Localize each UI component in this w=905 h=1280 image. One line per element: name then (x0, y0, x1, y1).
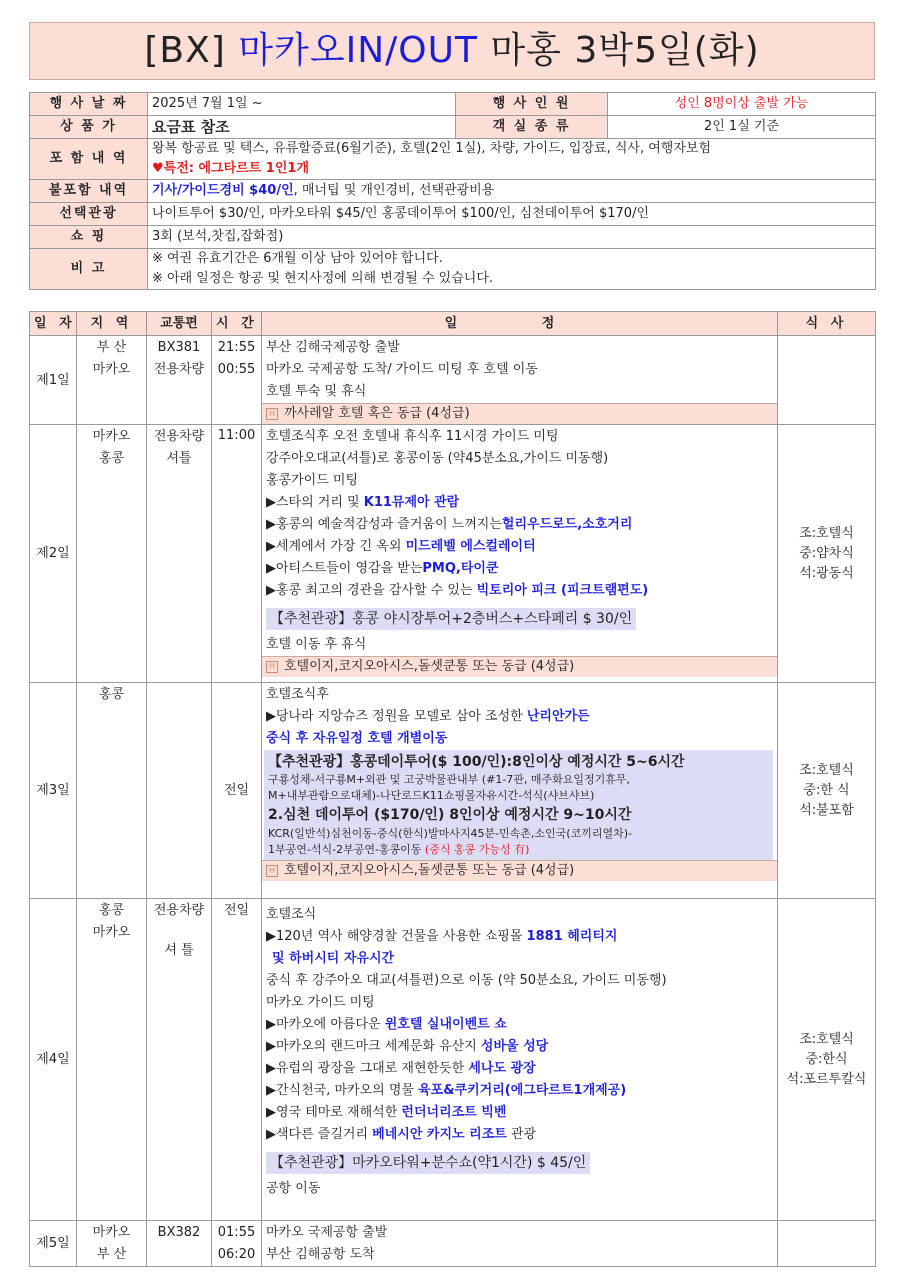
day1-meal (778, 336, 876, 425)
day5-time (212, 1221, 262, 1267)
day5-region2: 부 산 (96, 1247, 127, 1262)
day4-label: 제4일 (30, 899, 77, 1221)
day3-line2-highlight: 난리안가든 (526, 709, 590, 724)
day1-region1: 부 산 (96, 340, 127, 355)
day1-time1: 21:55 (217, 340, 256, 355)
day1-line3: 호텔 투숙 및 휴식 (266, 384, 367, 399)
day4-transport (147, 899, 212, 1221)
day3-hotel-name: 호텔이지,코지오아시스,돌셋쿤통 또는 동급 (4성급) (284, 863, 575, 878)
day5-transport (147, 1221, 212, 1267)
title-prefix: [BX] (144, 30, 239, 71)
day2-hotel-name: 호텔이지,코지오아시스,돌셋쿤통 또는 동급 (4성급) (284, 659, 575, 674)
day2-line2: 강주아오대교(셔틀)로 홍콩이동 (약45분소요,가이드 미동행) (266, 451, 609, 466)
day3-region1: 홍콩 (98, 687, 125, 702)
day5-meal (778, 1221, 876, 1267)
day2-line3: 홍콩가이드 미팅 (266, 473, 359, 488)
header-meal: 식 사 (778, 312, 876, 336)
day3-option2-note: (중식 홍콩 가능성 有) (424, 843, 530, 856)
day2-transport2: 셔틀 (166, 451, 192, 466)
day3-row (30, 683, 876, 899)
day2-row (30, 425, 876, 683)
day3-meal3: 석:불포함 (799, 803, 854, 818)
day3-line1: 호텔조식후 (266, 687, 329, 702)
day2-itinerary (262, 425, 778, 683)
day1-label: 제1일 (30, 336, 77, 425)
day4-line3: 및 하버시티 자유시간 (272, 951, 395, 966)
day2-option: 【추천관광】홍콩 야시장투어+2층버스+스타페리 $ 30/인 (266, 608, 636, 630)
day1-itinerary (262, 336, 778, 425)
day2-line4-highlight: K11뮤제아 관람 (363, 495, 460, 510)
day2-line6-highlight: 미드레벨 에스컬레이터 (405, 539, 536, 554)
day2-region1: 마카오 (92, 429, 131, 444)
day2-meal3: 석:광동식 (799, 566, 854, 581)
day2-line1: 호텔조식후 오전 호텔내 휴식후 11시경 가이드 미팅 (266, 429, 559, 444)
optional-value: 나이트투어 $30/인, 마카오타워 $45/인 홍콩데이투어 $100/인, 심천데이투어 $170/인 (148, 203, 876, 226)
hotel-icon: H (266, 408, 278, 420)
day3-label: 제3일 (30, 683, 77, 899)
title-suffix: 마홍 3박5일(화) (477, 30, 760, 71)
day2-option-wrap (266, 606, 773, 632)
day4-line2-text: ▶120년 역사 해양경찰 건물을 사용한 쇼핑몰 (266, 929, 527, 944)
day3-line3: 중식 후 자유일정 호텔 개별이동 (266, 731, 448, 746)
header-time: 시 간 (212, 312, 262, 336)
day4-line12: 공항 이동 (266, 1181, 321, 1196)
day4-meal3: 석:포르투칼식 (786, 1072, 867, 1087)
day2-line4-text: ▶스타의 거리 및 (266, 495, 364, 510)
day3-hotel (262, 860, 777, 881)
day3-line2 (266, 706, 773, 728)
exclude-rest: , 매너팁 및 개인경비, 선택관광비용 (293, 183, 495, 198)
day4-region2: 마카오 (92, 925, 131, 940)
day5-row (30, 1221, 876, 1267)
day4-transport2: 셔 틀 (164, 943, 194, 958)
include-cell (148, 139, 876, 180)
day4-option-wrap (266, 1150, 773, 1176)
day4-meal1: 조:호텔식 (799, 1032, 854, 1047)
day5-label: 제5일 (30, 1221, 77, 1267)
price-label: 상 품 가 (30, 116, 148, 139)
day3-option2-detail2 (268, 842, 769, 858)
info-table (29, 92, 876, 290)
day1-region (77, 336, 147, 425)
day4-line9-text: ▶간식천국, 마카오의 명물 (266, 1083, 419, 1098)
day3-option2-detail1: KCR(일반석)심천이동-중식(한식)발마사지45분-민속촌,소인국(코끼리열차)- (268, 827, 632, 840)
day4-line7 (266, 1036, 773, 1058)
day4-line7-highlight: 성바울 성당 (480, 1039, 549, 1054)
room-label: 객 실 종 류 (456, 116, 608, 139)
day5-region1: 마카오 (92, 1225, 131, 1240)
day4-meal2: 중:한식 (805, 1052, 848, 1067)
shopping-value: 3회 (보석,찻집,잡화점) (148, 226, 876, 249)
remark-cell (148, 249, 876, 290)
header-itinerary: 일 정 (262, 312, 778, 336)
day4-line10-text: ▶영국 테마로 재해석한 (266, 1105, 402, 1120)
day4-line11 (266, 1124, 773, 1146)
day5-transport1: BX382 (157, 1225, 201, 1240)
day4-meal (778, 899, 876, 1221)
room-value: 2인 1실 기준 (608, 116, 876, 139)
day3-option2: 2.심천 데이투어 ($170/인) 8인이상 예정시간 9~10시간 (268, 807, 632, 823)
day2-line5 (266, 514, 773, 536)
day1-hotel-name: 까사레알 호텔 혹은 동급 (4성급) (284, 406, 470, 421)
day4-line5: 마카오 가이드 미팅 (266, 995, 375, 1010)
day4-line9-highlight: 육포&쿠키거리(에그타르트1개제공) (418, 1083, 627, 1098)
exclude-highlight: 기사/가이드경비 $40/인 (152, 183, 294, 198)
day5-line2: 부산 김해공항 도착 (266, 1247, 375, 1262)
day4-line6-text: ▶마카오에 아름다운 (266, 1017, 385, 1032)
day2-line9: 호텔 이동 후 휴식 (266, 637, 367, 652)
day4-option: 【추천관광】마카오타워+분수쇼(약1시간) $ 45/인 (266, 1152, 590, 1174)
day3-itinerary (262, 683, 778, 899)
day4-line2-highlight: 1881 헤리티지 (526, 929, 618, 944)
day3-option1: 【추천관광】홍콩데이투어($ 100/인):8인이상 예정시간 5~6시간 (268, 754, 685, 770)
day3-meal1: 조:호텔식 (799, 763, 854, 778)
day5-time2: 06:20 (217, 1247, 256, 1262)
day3-option-block (264, 750, 773, 860)
day2-line8 (266, 580, 773, 602)
day4-line11-text: ▶색다른 즐길거리 (266, 1127, 373, 1142)
day4-line1: 호텔조식 (266, 907, 317, 922)
optional-label: 선택관광 (30, 203, 148, 226)
day1-transport1: BX381 (157, 340, 201, 355)
day3-option2-detail2-text: 1부공연-석식-2부공연-홍콩이동 (268, 843, 425, 856)
day4-line4: 중식 후 강주아오 대교(셔틀편)으로 이동 (약 50분소요, 가이드 미동행) (266, 973, 667, 988)
day1-hotel (262, 403, 777, 424)
day2-line4 (266, 492, 773, 514)
price-value: 요금표 참조 (148, 116, 456, 139)
day2-line7-highlight: PMQ,타이쿤 (422, 561, 499, 576)
day3-time: 전일 (212, 683, 262, 899)
shopping-label: 쇼 핑 (30, 226, 148, 249)
day2-hotel (262, 656, 777, 677)
day4-row (30, 899, 876, 1221)
day2-line8-highlight: 빅토리아 피크 (피크트램편도) (476, 583, 649, 598)
schedule-table (29, 311, 876, 1267)
day2-line7-text: ▶아티스트들이 영감을 받는 (266, 561, 423, 576)
day2-line6-text: ▶세계에서 가장 긴 옥외 (266, 539, 406, 554)
day3-meal (778, 683, 876, 899)
day4-line10 (266, 1102, 773, 1124)
day4-line10-highlight: 런더너리조트 빅벤 (401, 1105, 507, 1120)
day4-itinerary (262, 899, 778, 1221)
day5-time1: 01:55 (217, 1225, 256, 1240)
day2-line5-text: ▶홍콩의 예술적감성과 즐거움이 느껴지는 (266, 517, 502, 532)
day4-line8-highlight: 세나도 광장 (468, 1061, 536, 1076)
day1-region2: 마카오 (92, 362, 131, 377)
day2-region2: 홍콩 (98, 451, 125, 466)
page-title (29, 22, 875, 80)
day3-line2-text: ▶당나라 지앙슈즈 정원을 모델로 삼아 조성한 (266, 709, 527, 724)
day1-time2: 00:55 (217, 362, 256, 377)
header-day: 일 자 (30, 312, 77, 336)
day2-transport1: 전용차량 (153, 429, 205, 444)
day2-meal (778, 425, 876, 683)
day4-transport1: 전용차량 (153, 903, 205, 918)
day3-meal2: 중:한 식 (803, 783, 850, 798)
remark-label: 비 고 (30, 249, 148, 290)
day2-transport (147, 425, 212, 683)
day4-line7-text: ▶마카오의 랜드마크 세계문화 유산지 (266, 1039, 481, 1054)
day2-label: 제2일 (30, 425, 77, 683)
people-value: 성인 8명이상 출발 가능 (608, 93, 876, 116)
day4-line6 (266, 1014, 773, 1036)
day1-row (30, 336, 876, 425)
day4-line2 (266, 926, 773, 948)
header-region: 지 역 (77, 312, 147, 336)
day4-region (77, 899, 147, 1221)
day4-line11-suffix: 관광 (506, 1127, 537, 1142)
day3-option1-detail2: M+내부관람으로대체)-나단로드K11쇼핑몰자유시간-석식(샤브샤브) (268, 789, 595, 802)
hotel-icon: H (266, 661, 278, 673)
day1-time (212, 336, 262, 425)
remark-line1: ※ 여권 유효기간은 6개월 이상 남아 있어야 합니다. (152, 251, 443, 266)
day5-line1: 마카오 국제공항 출발 (266, 1225, 388, 1240)
day4-region1: 홍콩 (98, 903, 125, 918)
remark-line2: ※ 아래 일정은 항공 및 현지사정에 의해 변경될 수 있습니다. (152, 271, 494, 286)
day2-meal1: 조:호텔식 (799, 526, 854, 541)
header-transport: 교통편 (147, 312, 212, 336)
day4-line9 (266, 1080, 773, 1102)
day4-time-value: 전일 (223, 903, 250, 918)
day4-time (212, 899, 262, 1221)
day2-line7 (266, 558, 773, 580)
day3-region (77, 683, 147, 899)
day2-line6 (266, 536, 773, 558)
title-highlight: 마카오IN/OUT (238, 30, 478, 71)
date-value: 2025년 7월 1일 ~ (148, 93, 456, 116)
day1-line2: 마카오 국제공항 도착/ 가이드 미팅 후 호텔 이동 (266, 362, 538, 377)
day2-meal2: 중:얌차식 (799, 546, 854, 561)
day4-line11-highlight: 베네시안 카지노 리조트 (372, 1127, 507, 1142)
day4-line8 (266, 1058, 773, 1080)
include-line1: 왕복 항공료 및 텍스, 유류할증료(6월기준), 호텔(2인 1실), 차량, 가이드, 입장료, 식사, 여행자보험 (152, 141, 712, 156)
people-label: 행 사 인 원 (456, 93, 608, 116)
date-label: 행 사 날 짜 (30, 93, 148, 116)
exclude-label: 불포함 내역 (30, 180, 148, 203)
day3-transport (147, 683, 212, 899)
day2-time: 11:00 (212, 425, 262, 683)
day1-transport (147, 336, 212, 425)
day5-region (77, 1221, 147, 1267)
hotel-icon: H (266, 865, 278, 877)
day2-region (77, 425, 147, 683)
day1-line1: 부산 김해국제공항 출발 (266, 340, 400, 355)
day2-line5-highlight: 헐리우드로드,소호거리 (501, 517, 633, 532)
day5-itinerary (262, 1221, 778, 1267)
day3-option1-detail1: 구룡성채-서구룡M+외관 및 고궁박물관내부 (#1-7관, 매주화요일정기휴무, (268, 773, 631, 786)
exclude-cell (148, 180, 876, 203)
day2-line8-text: ▶홍콩 최고의 경관을 감사할 수 있는 (266, 583, 477, 598)
include-benefit: ♥특전: 에그타르트 1인1개 (152, 161, 310, 176)
day4-line8-text: ▶유럽의 광장을 그대로 재현한듯한 (266, 1061, 469, 1076)
include-label: 포 함 내 역 (30, 139, 148, 180)
day1-transport2: 전용차량 (153, 362, 205, 377)
day4-line6-highlight: 윈호텔 실내이벤트 쇼 (384, 1017, 507, 1032)
